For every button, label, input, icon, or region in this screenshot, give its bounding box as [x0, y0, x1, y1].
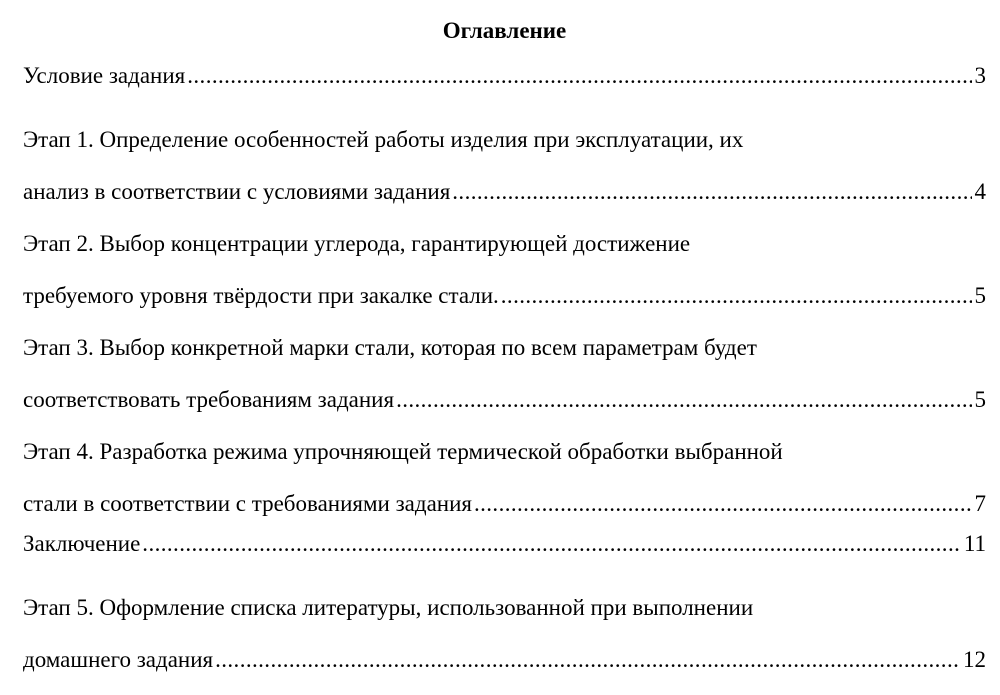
- toc-entry-conclusion[interactable]: [23, 530, 986, 557]
- toc-entry-stage-5[interactable]: [23, 582, 986, 686]
- toc-entry-text: стали в соответствии с требованиями задания: [23, 491, 472, 516]
- toc-page-number: 7: [974, 491, 986, 516]
- toc-entry-text: Этап 2. Выбор концентрации углерода, гарантирующей достижение: [23, 231, 691, 256]
- toc-entry-stage-2[interactable]: [23, 218, 986, 322]
- toc-entry-line: [23, 478, 986, 530]
- toc-entry-text: требуемого уровня твёрдости при закалке стали.: [23, 283, 499, 308]
- toc-entries: [23, 62, 986, 686]
- toc-page-number: 5: [974, 387, 986, 412]
- dot-leader: [452, 166, 971, 218]
- dot-leader: [474, 478, 972, 530]
- toc-entry-line: [23, 166, 986, 218]
- table-of-contents: [23, 0, 986, 686]
- toc-entry-line: [23, 374, 986, 426]
- toc-entry-line: [23, 114, 986, 166]
- toc-entry-line: [23, 530, 986, 557]
- toc-entry-text: Этап 4. Разработка режима упрочняющей термической обработки выбранной: [23, 439, 783, 464]
- toc-page-number: 12: [963, 647, 986, 672]
- dot-leader: [187, 62, 971, 89]
- toc-entry-text: Этап 3. Выбор конкретной марки стали, которая по всем параметрам будет: [23, 335, 757, 360]
- toc-entry-line: [23, 322, 986, 374]
- toc-entry-text: Этап 1. Определение особенностей работы изделия при эксплуатации, их: [23, 127, 744, 152]
- dot-leader: [396, 374, 971, 426]
- toc-entry-line: [23, 270, 986, 322]
- toc-page-number: 11: [963, 531, 986, 556]
- dot-leader: [215, 634, 960, 686]
- toc-entry-line: [23, 582, 986, 634]
- toc-entry-line: [23, 218, 986, 270]
- toc-entry-line: [23, 62, 986, 89]
- toc-entry-conditions[interactable]: [23, 62, 986, 89]
- toc-entry-stage-3[interactable]: [23, 322, 986, 426]
- toc-entry-text: Заключение: [23, 531, 141, 556]
- dot-leader: [501, 270, 972, 322]
- toc-page-number: 3: [974, 63, 986, 88]
- toc-entry-stage-1[interactable]: [23, 114, 986, 218]
- toc-entry-text: Этап 5. Оформление списка литературы, использованной при выполнении: [23, 595, 754, 620]
- toc-entry-line: [23, 426, 986, 478]
- toc-entry-line: [23, 634, 986, 686]
- toc-entry-stage-4[interactable]: [23, 426, 986, 530]
- toc-title: Оглавление: [442, 18, 567, 43]
- toc-page-number: 5: [974, 283, 986, 308]
- dot-leader: [142, 530, 961, 557]
- toc-entry-text: соответствовать требованиям задания: [23, 387, 395, 412]
- toc-entry-text: домашнего задания: [23, 647, 214, 672]
- toc-entry-text: анализ в соответствии с условиями задания: [23, 179, 451, 204]
- toc-entry-text: Условие задания: [23, 63, 186, 88]
- toc-page-number: 4: [974, 179, 986, 204]
